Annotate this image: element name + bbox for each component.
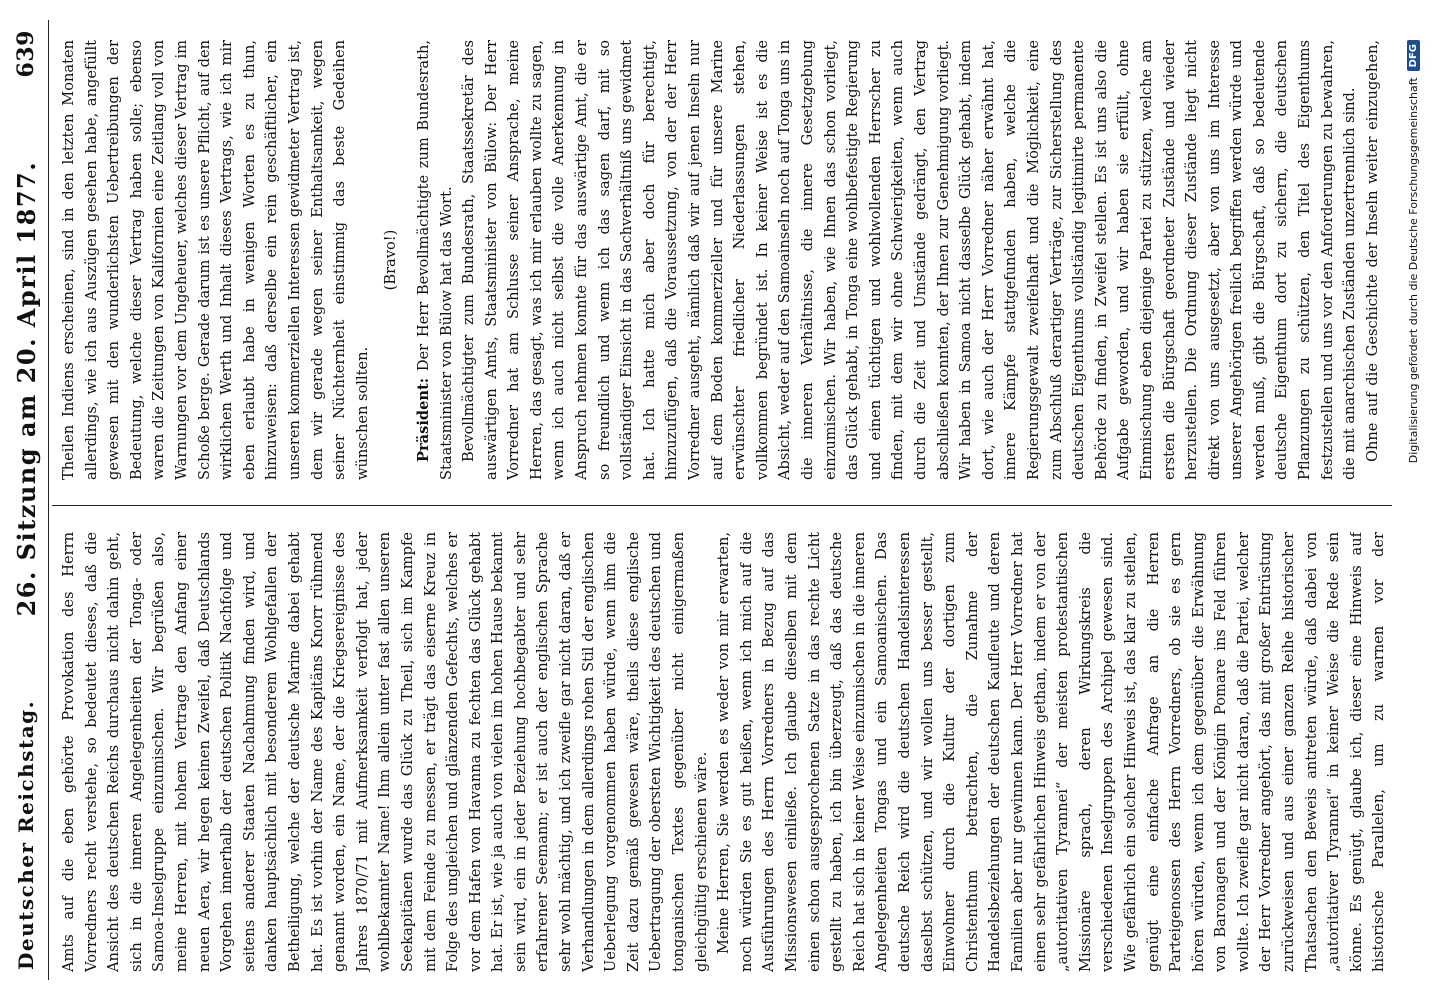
digitization-text: Digitalisierung gefördert durch die Deutsche Forschungsgemeinschaft xyxy=(1406,77,1420,464)
paragraph: Ohne auf die Geschichte der Inseln weiter einzugehen, xyxy=(1363,40,1381,462)
dfg-logo: DFG xyxy=(1407,40,1420,71)
left-column xyxy=(58,532,1388,972)
publication-title: Deutscher Reichstag. xyxy=(14,699,38,970)
paragraph: Theilen Indiens erscheinen, sind in den letzten Monaten allerdings, wie ich aus Auszügen gesehen habe, angefüllt gewesen mit den wunderlichsten Uebertreibungen der Bedeutung, welche dieser Vertrag haben solle; ebenso waren die Zeitungen von Kalifornien eine Zeitlang voll von Warnungen vor dem Ungeheuer, welches dieser Vertrag im Schoße berge. Gerade darum ist es unsere Pflicht, auf den wirklichen Werth und Inhalt dieses Vertrags, wie ich mir eben erlaubt habe in wenigen Worten es zu thun, hinzuweisen: daß derselbe ein rein geschäftlicher, ein unseren kommerziellen Interessen gewidmeter Vertrag ist, dem wir gerade wegen seiner Enthaltsamkeit, wegen seiner Nüchternheit einstimmig das beste Gedeihen wünschen sollten. xyxy=(60,40,371,480)
page-header xyxy=(6,30,46,970)
page-number: 639 xyxy=(13,30,39,78)
president-text: Der Herr Bevollmächtigte zum Bundesrath, Staatsminister von Bülow hat das Wort. xyxy=(414,40,455,480)
paragraph: Bevollmächtigter zum Bundesrath, Staatssekretär des auswärtigen Amts, Staatsminister von Bülow: Der Herr Vorredner hat am Schlusse seiner Ansprache, meine Herren, das gesagt, was ich mir erlauben wollte zu sagen, wenn ich auch nicht selbst die volle Anerkennung in Anspruch nehmen konnte für das auswärtige Amt, die er so freundlich und wenn ich das sagen darf, mit so vollständiger Einsicht in das Sachverhältniß uns gewidmet hat. Ich hatte mich aber doch für berechtigt, hinzuzufügen, daß die Voraussetzung, von der der Herr Vorredner ausgeht, nämlich daß wir auf jenen Inseln nur auf dem Boden kommerzieller und für unsere Marine erwünschter friedlicher Niederlassungen stehen, vollkommen begründet ist. In keiner Weise ist es die Absicht, weder auf den Samoainseln noch auf Tonga uns in die inneren Verhältnisse, die innere Gesetzgebung einzumischen. Wir haben, wie Ihnen das schon vorliegt, das Glück gehabt, in Tonga eine wohlbefestigte Regierung und einen tüchtigen und wohlwollenden Herrscher zu finden, mit dem wir ohne Schwierigkeiten, wenn auch durch die Zeit und Umstände gedrängt, den Vertrag abschließen konnten, der Ihnen zur Genehmigung vorliegt. Wir haben in Samoa nicht dasselbe Glück gehabt, indem dort, wie auch der Herr Vorredner näher erwähnt hat, innere Kämpfe stattgefunden haben, welche die Regierungsgewalt zweifelhaft und die Möglichkeit, eine zum Abschluß derartiger Verträge, zur Sicherstellung des deutschen Eigenthums vollständig legitimirte permanente Behörde zu finden, in Zweifel stellen. Es ist uns also die Aufgabe geworden, und wir haben sie erfüllt, ohne Einmischung eben diejenige Partei zu stützen, welche am ersten die Bürgschaft geordneter Zustände und wieder herzustellen. Die Ordnung dieser Zustände liegt nicht direkt von uns ausgesetzt, aber von uns im Interesse unserer Angehörigen freilich begriffen werden würde und werden muß, gibt die Bürgschaft, daß so bedeutende deutsche Eigenthum dort zu sichern, die deutschen Pflanzungen zu schützen, den Titel des Eigenthums festzustellen und uns vor den Anforderungen zu bewahren, die mit anarchischen Zuständen unzertrennlich sind. xyxy=(460,40,1359,480)
column-divider xyxy=(52,505,1392,506)
right-column xyxy=(58,40,1388,480)
paragraph: Meine Herren, Sie werden es weder von mir erwarten, noch würden Sie es gut heißen, wenn ich mich auf die Ausführungen des Herrn Vorredners in Bezug auf das Missionswesen einließe. Ich glaube dieselben mit dem einen schon ausgesprochenen Satze in das rechte Licht gestellt zu haben, ich bin überzeugt, daß das deutsche Reich hat sich in keiner Weise einzumischen in die inneren Angelegenheiten Tongas und ein Samoanischen. Das deutsche Reich wird die deutschen Handelsinteressen daselbst schützen, und wir wollen uns besser gestellt, Einwohner durch die Kultur der dortigen zum Christenthum betrachten, die Zunahme der Handelsbeziehungen der deutschen Kaufleute und deren Familien aber nur gewinnen kann. Der Herr Vorredner hat einen sehr gefährlichen Hinweis gethan, indem er von der „autoritativen Tyrannei“ der meisten protestantischen Missionäre sprach, deren Wirkungskreis die verschiedenen Inselgruppen des Archipel gewesen sind. Wie gefährlich ein solcher Hinweis ist, das klar zu stellen, genügt eine einfache Anfrage an die Herren Parteigenossen des Herrn Vorredners, ob sie es gern hören würden, wenn ich dem gegenüber die Erwähnung von Baronagen und der Königin Pomare ins Feld führen wollte. Ich zweifle gar nicht daran, daß die Partei, welcher der Herr Vorredner angehört, das mit großer Entrüstung zurückweisen und aus einer ganzen Reihe historischer Thatsachen den Beweis antreten würde, daß dabei von „autoritativer Tyrannei“ in keiner Weise die Rede sein könne. Es genügt, glaube ich, dieser eine Hinweis auf historische Parallelen, um zu warnen vor der xyxy=(715,532,1388,972)
president-label: Präsident: xyxy=(414,377,432,462)
paragraph: Amts auf die eben gehörte Provokation des Herrn Vorredners recht verstehe, so bedeutet dieses, daß die Ansicht des deutschen Reichs durchaus nicht dahin geht, sich in die inneren Angelegenheiten der Tonga- oder Samoa-Inselgruppe einzumischen. Wir begrüßen also, meine Herren, mit hohem Vertrage den Anfang einer neuen Aera, wir hegen keinen Zweifel, daß Deutschlands Vorgehen innerhalb der deutschen Politik Nachfolge und seitens anderer Staaten Nachahmung finden wird, und danken hauptsächlich mit besonderem Wohlgefallen der Betheiligung, welche der deutsche Marine dabei gehabt hat. Es ist vorhin der Name des Kapitäns Knorr rühmend genannt worden, ein Name, der die Kriegsereignisse des Jahres 1870/71 mit Aufmerksamkeit verfolgt hat, jeder wohlbekannter Name! Ihm allein unter fast allen unseren Seekapitänen wurde das Glück zu Theil, sich im Kampfe mit dem Feinde zu messen, er trägt das eiserne Kreuz in Folge des ungleichen und glänzenden Gefechts, welches er vor dem Hafen von Havanna zu fechten das Glück gehabt hat. Er ist, wie ja auch von vielen im hohen Hause bekannt sein wird, ein in jeder Beziehung hochbegabter und sehr erfahrener Seemann; er ist auch der englischen Sprache sehr wohl mächtig, und ich zweifle gar nicht daran, daß er Verhandlungen in dem allerdings rohen Stil der englischen Ueberlegung vorgenommen haben würde, wenn ihm die Zeit dazu gemäß gewesen wäre, theils diese englische Uebertragung der obersten Wichtigkeit des deutschen und tonganischen Textes gegenüber nicht einigermaßen gleichgültig erschienen wäre. xyxy=(60,532,710,972)
applause-note: (Bravo!) xyxy=(382,229,400,291)
digitization-note xyxy=(1402,0,1424,1000)
session-heading: 26. Sitzung am 20. April 1877. xyxy=(11,160,41,617)
header-rule xyxy=(48,20,49,980)
president-line xyxy=(413,40,458,480)
